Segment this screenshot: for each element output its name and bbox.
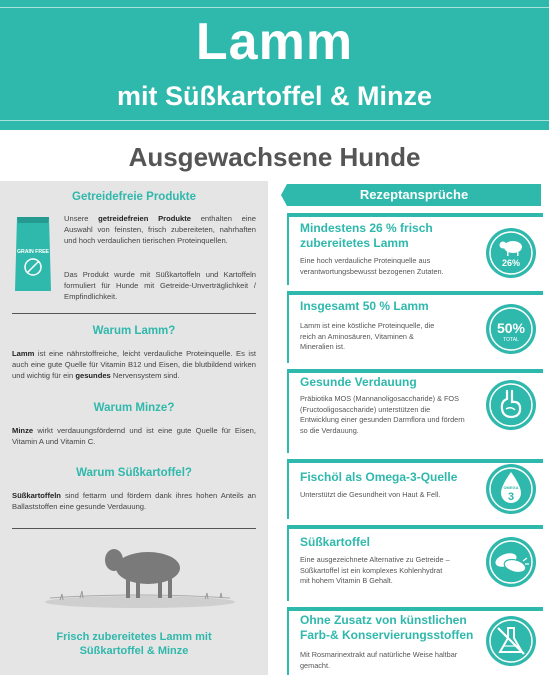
- recipe-claims-header: Rezeptansprüche: [287, 184, 541, 206]
- claim-title: Fischöl als Omega-3-Quelle: [300, 470, 458, 484]
- closing-line: Frisch zubereitetes Lamm mit Süßkartoffel & Minze: [56, 631, 212, 657]
- sheep-silhouette-icon: [40, 540, 240, 610]
- claim-title: Gesunde Verdauung: [300, 375, 417, 389]
- claim-title: Ohne Zusatz von künstlichen Farb-& Konservierungsstoffen: [300, 613, 474, 642]
- claim-text: Präbiotika MOS (Mannanoligosaccharide) & FOS (Fructooligosaccharide) unterstützen die Entwicklung einer gesunden Darmflora und fördern so die Verdauung.: [300, 394, 465, 435]
- grain-free-paragraph-2: Das Produkt wurde mit Süßkartoffeln und Kartoffeln formuliert für Hunde mit Getreide-Unverträglichkeit / Empfindlichkeit.: [64, 270, 256, 301]
- section-title-sweet-potato: Warum Süßkartoffel?: [76, 467, 192, 479]
- section-title-grain-free: Getreidefreie Produkte: [72, 191, 196, 203]
- badge-total: TOTAL: [503, 337, 519, 343]
- lamb-paragraph: Lamm ist eine nährstoffreiche, leicht verdauliche Proteinquelle. Es ist auch eine gute Quelle für Vitamin B12 und Eisen, die blutbildend wirken und wichtig für ein gesundes Nervensystem sind.: [12, 349, 256, 380]
- claim-text: Mit Rosmarinextrakt auf natürliche Weise haltbar gemacht.: [300, 650, 458, 670]
- claim-title: Mindestens 26 % frisch zubereitetes Lamm: [300, 221, 433, 250]
- badge-50: 50%: [496, 320, 526, 336]
- badge-omega-3: 3: [507, 491, 515, 503]
- section-divider: [12, 528, 256, 529]
- sheep-icon: [485, 227, 537, 279]
- section-title-mint: Warum Minze?: [93, 402, 175, 414]
- bag-label: GRAIN FREE: [17, 249, 49, 255]
- claim-title: Süßkartoffel: [300, 535, 371, 549]
- omega-drop-icon: [485, 463, 537, 515]
- claim-item: [287, 459, 543, 519]
- mint-paragraph: Minze wirkt verdauungsfördernd und ist eine gute Quelle für Eisen, Vitamin A und Vitamin C.: [12, 426, 256, 446]
- claim-item: [287, 525, 543, 601]
- claim-text: Eine ausgezeichnete Alternative zu Getreide – Süßkartoffel ist ein komplexes Kohlenhydrat mit hohem Vitamin B Gehalt.: [300, 555, 450, 585]
- claim-bar: [287, 369, 543, 373]
- product-title: Lamm: [195, 13, 354, 71]
- claim-item: [287, 607, 543, 675]
- claim-text: Eine hoch verdauliche Proteinquelle aus verantwortungsbewusst bezogenen Zutaten.: [300, 256, 444, 276]
- claim-text: Lamm ist eine köstliche Proteinquelle, die reich an Aminosäuren, Vitaminen & Mineralien ist.: [300, 321, 435, 351]
- stomach-icon: [485, 379, 537, 431]
- section-divider: [12, 313, 256, 314]
- claim-title: Insgesamt 50 % Lamm: [300, 299, 429, 313]
- no-chemicals-icon: [485, 615, 537, 667]
- badge-26: 26%: [501, 258, 521, 268]
- claim-text: Unterstützt die Gesundheit von Haut & Fell.: [300, 490, 441, 499]
- claim-item: [287, 291, 543, 363]
- sweet-potato-icon: [485, 536, 537, 588]
- page-heading: Ausgewachsene Hunde: [128, 142, 421, 172]
- header-banner: [0, 0, 549, 130]
- badge-omega: OMEGA: [503, 485, 519, 490]
- closing-tagline: [0, 630, 268, 658]
- percent-icon: [485, 303, 537, 355]
- grain-free-bag-icon: [13, 211, 53, 293]
- sweet-potato-paragraph: Süßkartoffeln sind fettarm und fördern dank ihres hohen Anteils an Ballaststoffen eine gesunde Verdauung.: [12, 491, 256, 511]
- claim-bar: [287, 213, 543, 217]
- claim-bar: [287, 291, 543, 295]
- claim-item: [287, 213, 543, 285]
- grain-free-paragraph-1: Unsere getreidefreien Produkte enthalten eine Auswahl von feinsten, frisch zubereiteten, nahrhaften und hoch verdaulichen tierischen Proteinquellen.: [64, 214, 256, 245]
- product-subtitle: mit Süßkartoffel & Minze: [116, 81, 433, 111]
- claim-bar: [287, 525, 543, 529]
- claim-bar: [287, 607, 543, 611]
- claim-item: [287, 369, 543, 453]
- section-title-lamb: Warum Lamm?: [92, 325, 176, 337]
